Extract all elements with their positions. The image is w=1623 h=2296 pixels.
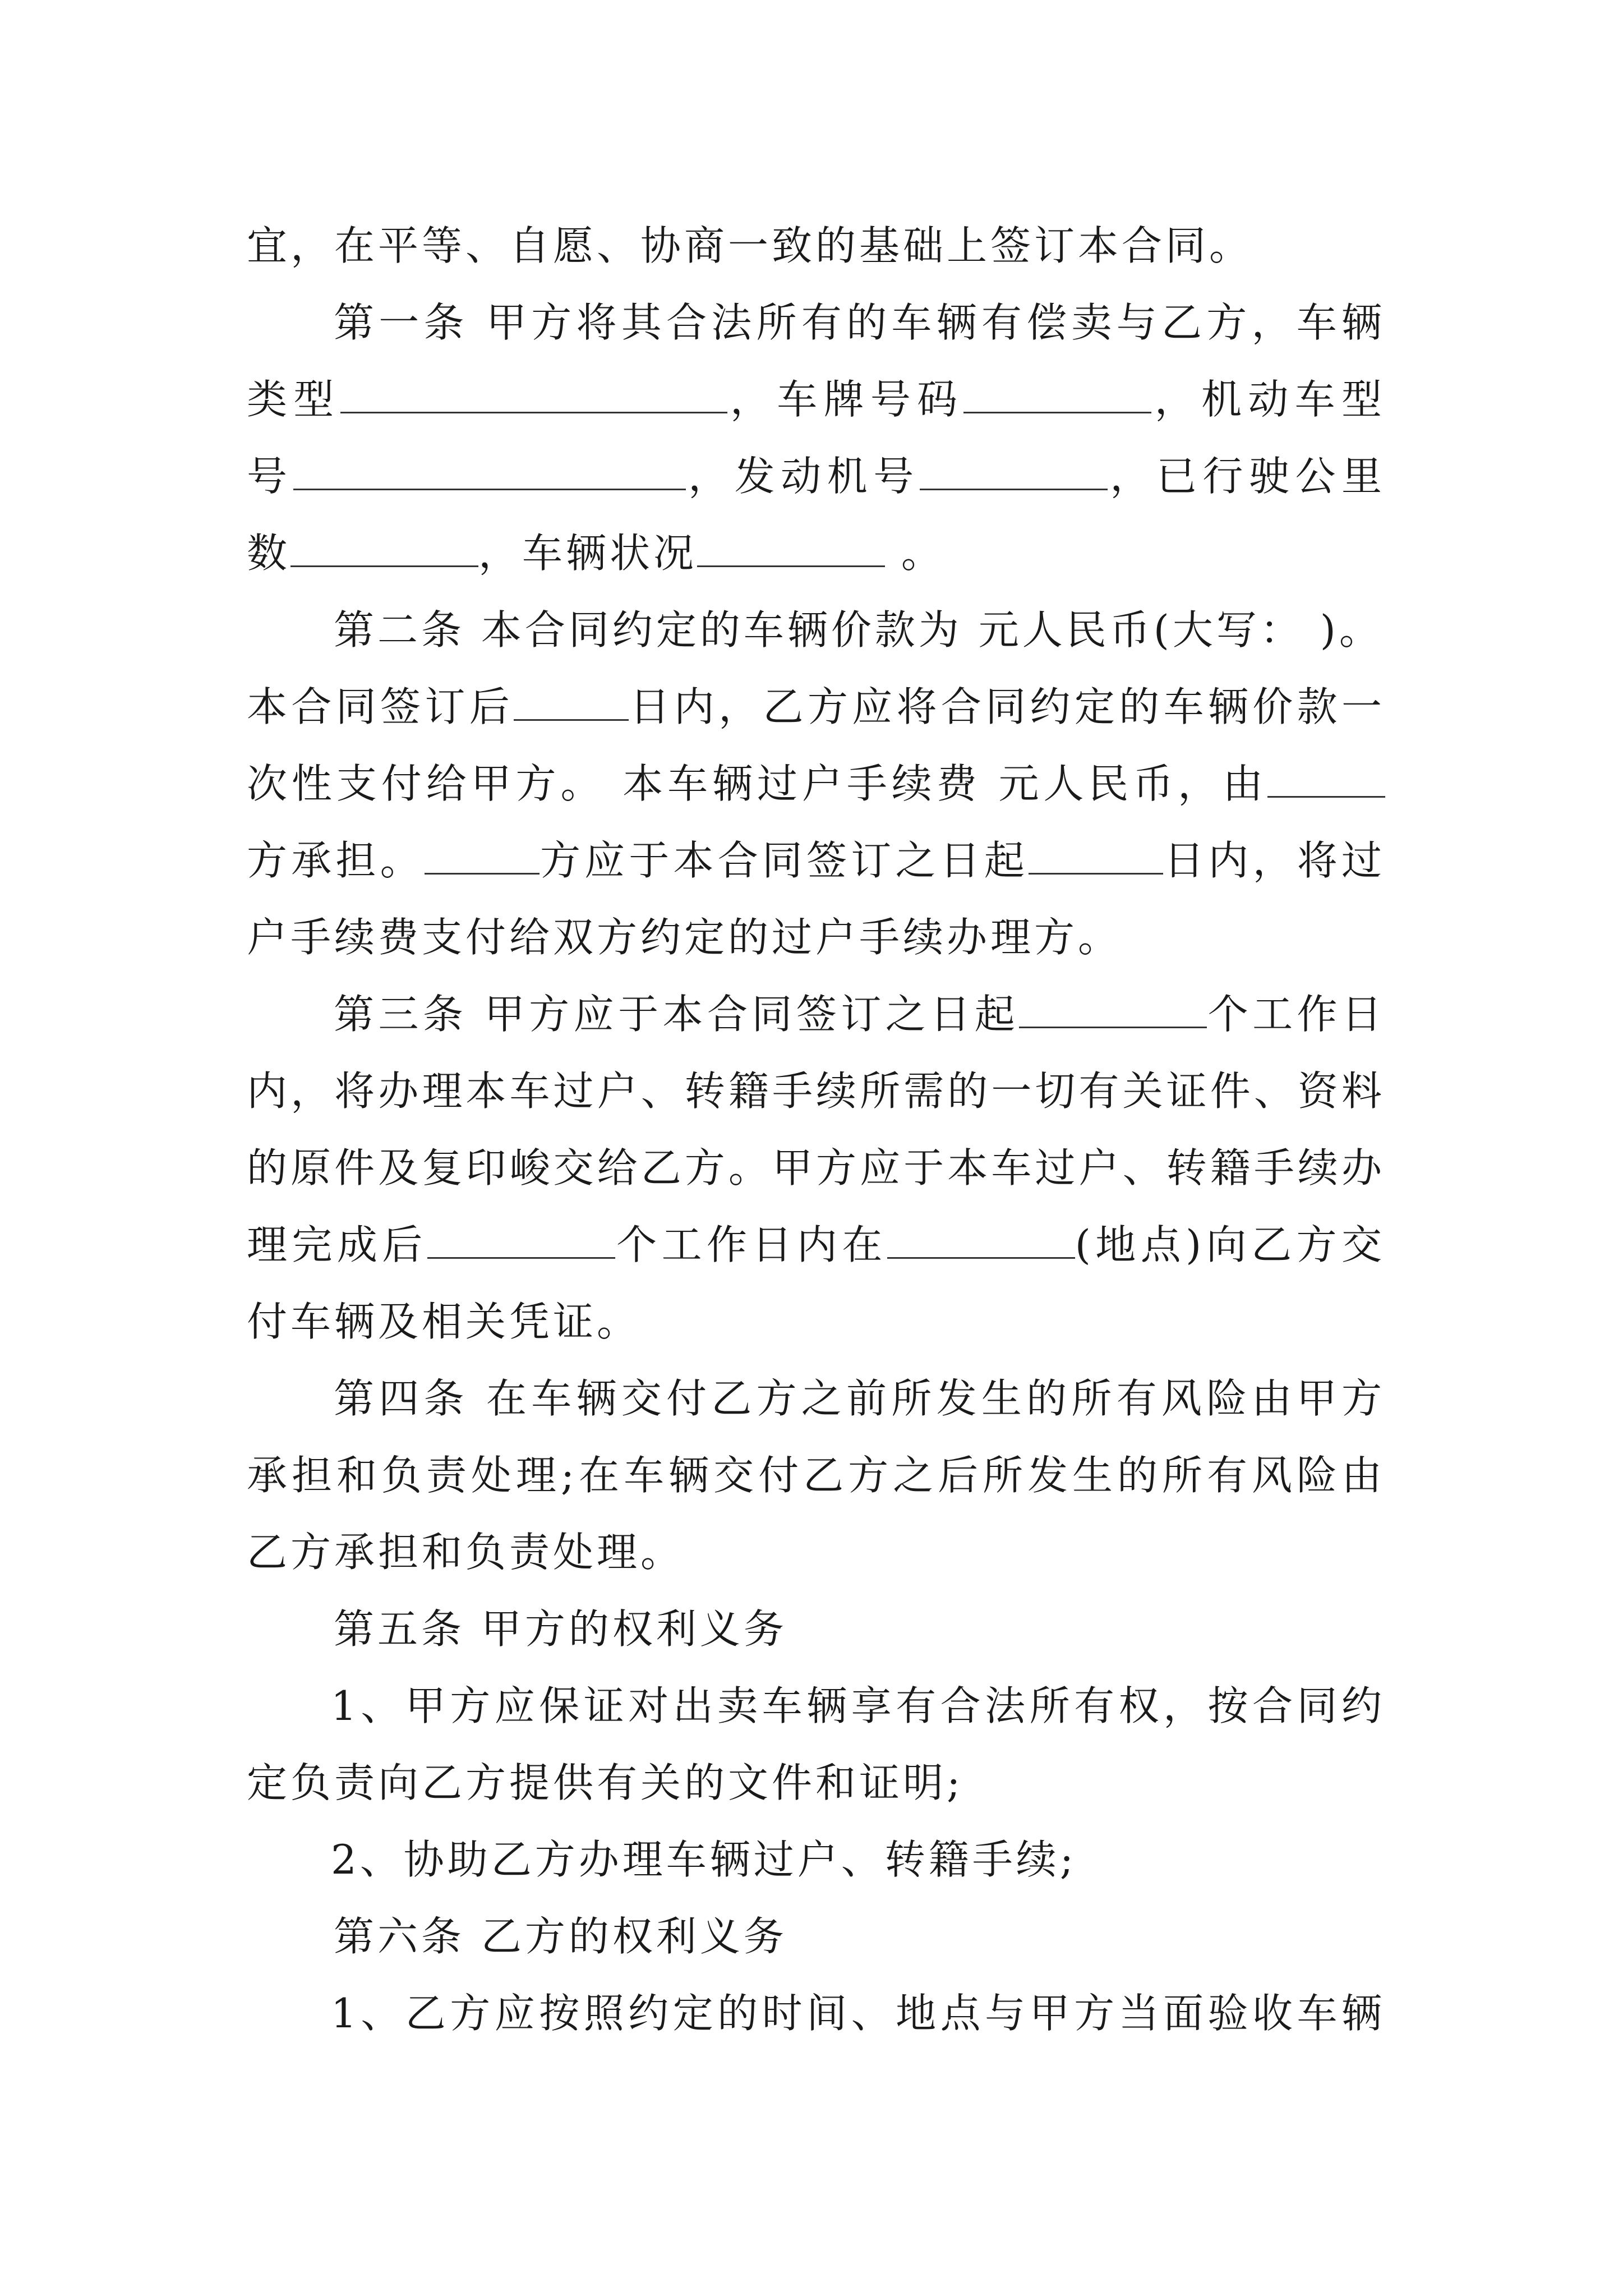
text-fragment: 日内，将过 — [1163, 837, 1385, 884]
fee-party-blank[interactable] — [425, 838, 540, 875]
text-line: 乙方承担和负责处理。 — [247, 1529, 685, 1576]
plate-number-blank[interactable] — [963, 377, 1151, 413]
mileage-line — [247, 515, 1385, 592]
workdays-blank[interactable] — [1019, 992, 1207, 1028]
vehicle-type-line — [247, 361, 1385, 438]
text-line: 宜，在平等、自愿、协商一致的基础上签订本合同。 — [247, 222, 1253, 269]
text-fragment: 个工作日内在 — [615, 1221, 887, 1268]
text-fragment: 方应于本合同签订之日起 — [539, 837, 1029, 884]
fee-bearer-line — [247, 822, 1385, 899]
payment-days-line — [247, 669, 1385, 746]
text-line: 的原件及复印峻交给乙方。甲方应于本车过户、转籍手续办 — [247, 1144, 1385, 1191]
delivery-days-blank[interactable] — [427, 1222, 615, 1259]
article-5-item-1: 1、甲方应保证对出卖车辆享有合法所有权，按合同约 — [331, 1682, 1385, 1729]
article-4-heading-line: 第四条 在车辆交付乙方之前所发生的所有风险由甲方 — [334, 1375, 1385, 1422]
contract-body — [247, 208, 1385, 2052]
text-fragment: 方承担。 — [247, 837, 425, 884]
article-6-item-1: 1、乙方应按照约定的时间、地点与甲方当面验收车辆 — [331, 1990, 1385, 2037]
article-5-heading: 第五条 甲方的权利义务 — [334, 1605, 787, 1653]
vehicle-condition-blank[interactable] — [697, 531, 885, 567]
fee-bearer-blank[interactable] — [1267, 761, 1385, 798]
vehicle-type-blank[interactable] — [340, 377, 727, 413]
period: 。 — [885, 530, 945, 577]
label-vehicle-condition: ，车辆状况 — [478, 530, 698, 577]
delivery-line — [247, 1207, 1385, 1283]
article-5-item-2: 2、协助乙方办理车辆过户、转籍手续; — [331, 1836, 1077, 1883]
text-fragment: (地点)向乙方交 — [1075, 1221, 1385, 1268]
text-fragment: 次性支付给甲方。 本车辆过户手续费 元人民币，由 — [247, 760, 1267, 807]
label-model: ，机动车型 — [1151, 376, 1385, 423]
article-3-heading-line — [247, 976, 1385, 1053]
delivery-place-blank[interactable] — [887, 1222, 1075, 1259]
label-mileage: ，已行驶公里 — [1107, 453, 1385, 500]
label-mileage-unit: 数 — [247, 530, 291, 577]
text-fragment: 本合同签订后 — [247, 683, 514, 730]
label-model-no: 号 — [247, 453, 293, 500]
text-line: 付车辆及相关凭证。 — [247, 1298, 641, 1345]
article-1-heading-line: 第一条 甲方将其合法所有的车辆有偿卖与乙方，车辆 — [334, 299, 1385, 346]
mileage-blank[interactable] — [291, 531, 478, 567]
fee-days-blank[interactable] — [1029, 838, 1163, 875]
text-line: 定负责向乙方提供有关的文件和证明; — [247, 1759, 964, 1806]
label-engine-number: ，发动机号 — [685, 453, 920, 500]
label-vehicle-type: 类型 — [247, 376, 340, 423]
model-number-blank[interactable] — [293, 454, 686, 490]
text-fragment: 第三条 甲方应于本合同签订之日起 — [334, 991, 1020, 1038]
text-line: 承担和负责处理;在车辆交付乙方之后所发生的所有风险由 — [247, 1452, 1385, 1499]
payment-days-blank[interactable] — [514, 684, 629, 721]
article-6-heading: 第六条 乙方的权利义务 — [334, 1913, 787, 1960]
text-fragment: 个工作日 — [1207, 991, 1385, 1038]
article-2-heading-line: 第二条 本合同约定的车辆价款为 元人民币(大写： )。 — [334, 606, 1383, 654]
engine-number-blank[interactable] — [920, 454, 1108, 490]
transfer-fee-line — [247, 746, 1385, 822]
label-plate-number: ，车牌号码 — [727, 376, 964, 423]
text-line: 户手续费支付给双方约定的过户手续办理方。 — [247, 914, 1122, 961]
text-line: 内，将办理本车过户、转籍手续所需的一切有关证件、资料 — [247, 1068, 1385, 1115]
text-fragment: 理完成后 — [247, 1221, 427, 1268]
text-fragment: 日内，乙方应将合同约定的车辆价款一 — [629, 683, 1385, 730]
model-line — [247, 438, 1385, 515]
